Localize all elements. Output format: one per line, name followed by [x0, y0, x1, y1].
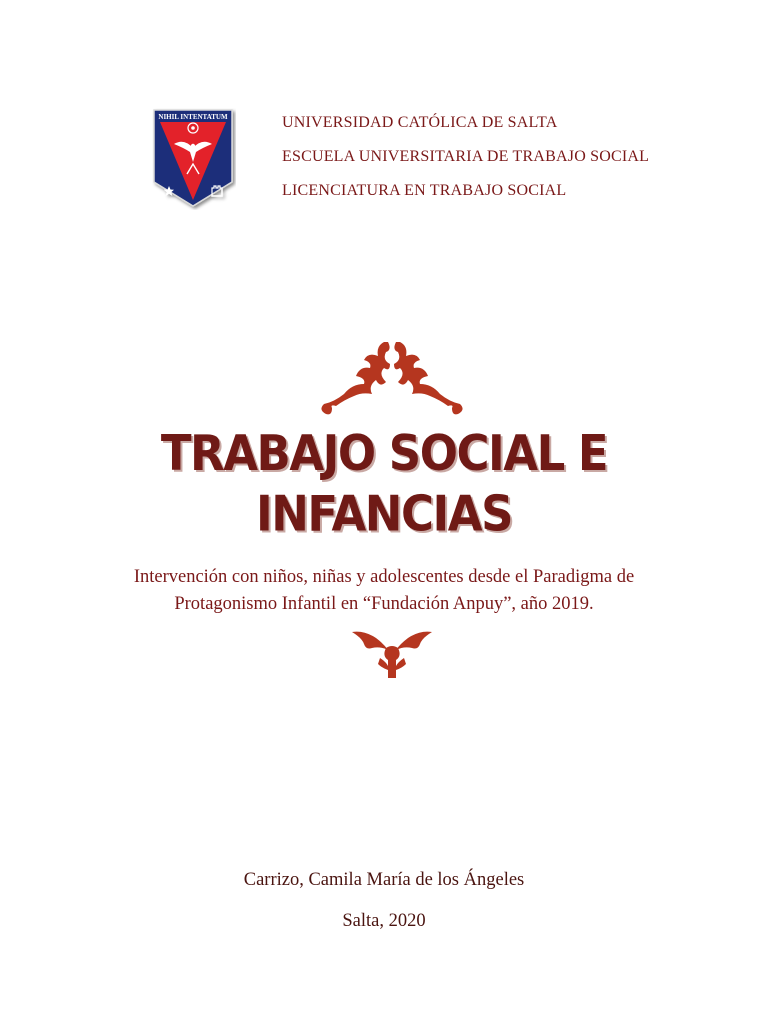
- university-crest-icon: [152, 108, 236, 210]
- fleuron-ornament-icon: [350, 628, 434, 680]
- document-subtitle: [84, 564, 684, 618]
- document-title: [0, 424, 768, 545]
- subtitle-line-2: Protagonismo Infantil en “Fundación Anpuy”, año 2019.: [174, 594, 594, 614]
- university-name: UNIVERSIDAD CATÓLICA DE SALTA: [282, 114, 558, 131]
- author-name: Carrizo, Camila María de los Ángeles: [243, 870, 525, 890]
- title-line-1: TRABAJO SOCIAL E: [160, 424, 608, 482]
- floral-ornament-icon: [318, 338, 466, 418]
- subtitle-line-1: Intervención con niños, niñas y adolescentes desde el Paradigma de: [133, 567, 635, 587]
- title-line-2: INFANCIAS: [256, 485, 512, 543]
- place-and-date: Salta, 2020: [342, 911, 426, 931]
- crest-motto: NIHIL INTENTATUM: [158, 113, 228, 121]
- degree-name: LICENCIATURA EN TRABAJO SOCIAL: [282, 182, 567, 199]
- school-name: ESCUELA UNIVERSITARIA DE TRABAJO SOCIAL: [282, 148, 650, 165]
- institution-block: [282, 112, 649, 214]
